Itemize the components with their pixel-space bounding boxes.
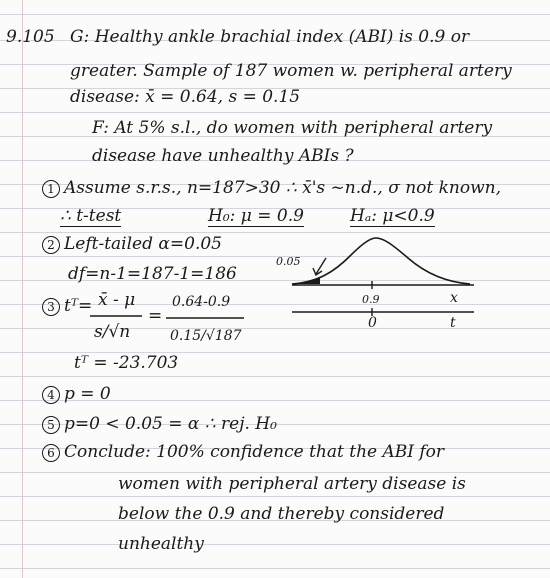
step-number-2: 2: [42, 236, 60, 254]
t-result: tᵀ = -23.703: [74, 353, 179, 373]
step-number-5: 5: [42, 416, 60, 434]
find-line-1: F: At 5% s.l., do women with peripheral artery: [92, 118, 493, 138]
step-number-3: 3: [42, 298, 60, 316]
formula-numerator: x̄ - μ: [98, 290, 136, 310]
step-number-6: 6: [42, 444, 60, 462]
value-numerator: 0.64-0.9: [172, 294, 231, 310]
t-test-label: ∴ t-test: [60, 206, 122, 226]
equals-sign: =: [148, 306, 163, 326]
t-symbol: tᵀ=: [64, 296, 93, 316]
t-axis-label: t: [450, 315, 456, 331]
value-denominator: 0.15/√187: [170, 328, 242, 344]
alternative-hypothesis: Hₐ: μ<0.9: [350, 206, 435, 226]
step-number-1: 1: [42, 180, 60, 198]
degrees-of-freedom: df=n-1=187-1=186: [68, 264, 237, 284]
conclusion-line-3: below the 0.9 and thereby considered: [118, 504, 445, 524]
given-line-1: G: Healthy ankle brachial index (ABI) is 0.9 or: [70, 27, 470, 47]
step-2-text: Left-tailed α=0.05: [64, 234, 222, 254]
conclusion-line-2: women with peripheral artery disease is: [118, 474, 466, 494]
x-axis-label: x: [450, 290, 458, 306]
formula-denominator: s/√n: [94, 322, 131, 342]
given-line-2: greater. Sample of 187 women w. peripheral artery: [70, 61, 512, 81]
mean-label: 0.9: [362, 293, 380, 306]
step-4-text: p = 0: [64, 384, 111, 404]
step-5-text: p=0 < 0.05 = α ∴ rej. H₀: [64, 414, 277, 434]
find-line-2: disease have unhealthy ABIs ?: [92, 146, 354, 166]
problem-number: 9.105: [6, 27, 55, 47]
zero-label: 0: [368, 315, 377, 331]
conclusion-line-1: Conclude: 100% confidence that the ABI for: [64, 442, 445, 462]
null-hypothesis: H₀: μ = 0.9: [208, 206, 304, 226]
given-line-3: disease: x̄ = 0.64, s = 0.15: [70, 87, 301, 107]
step-1-text: Assume s.r.s., n=187>30 ∴ x̄'s ~n.d., σ not known,: [64, 178, 502, 198]
conclusion-line-4: unhealthy: [118, 534, 204, 554]
tail-area-label: 0.05: [276, 255, 301, 268]
step-number-4: 4: [42, 386, 60, 404]
